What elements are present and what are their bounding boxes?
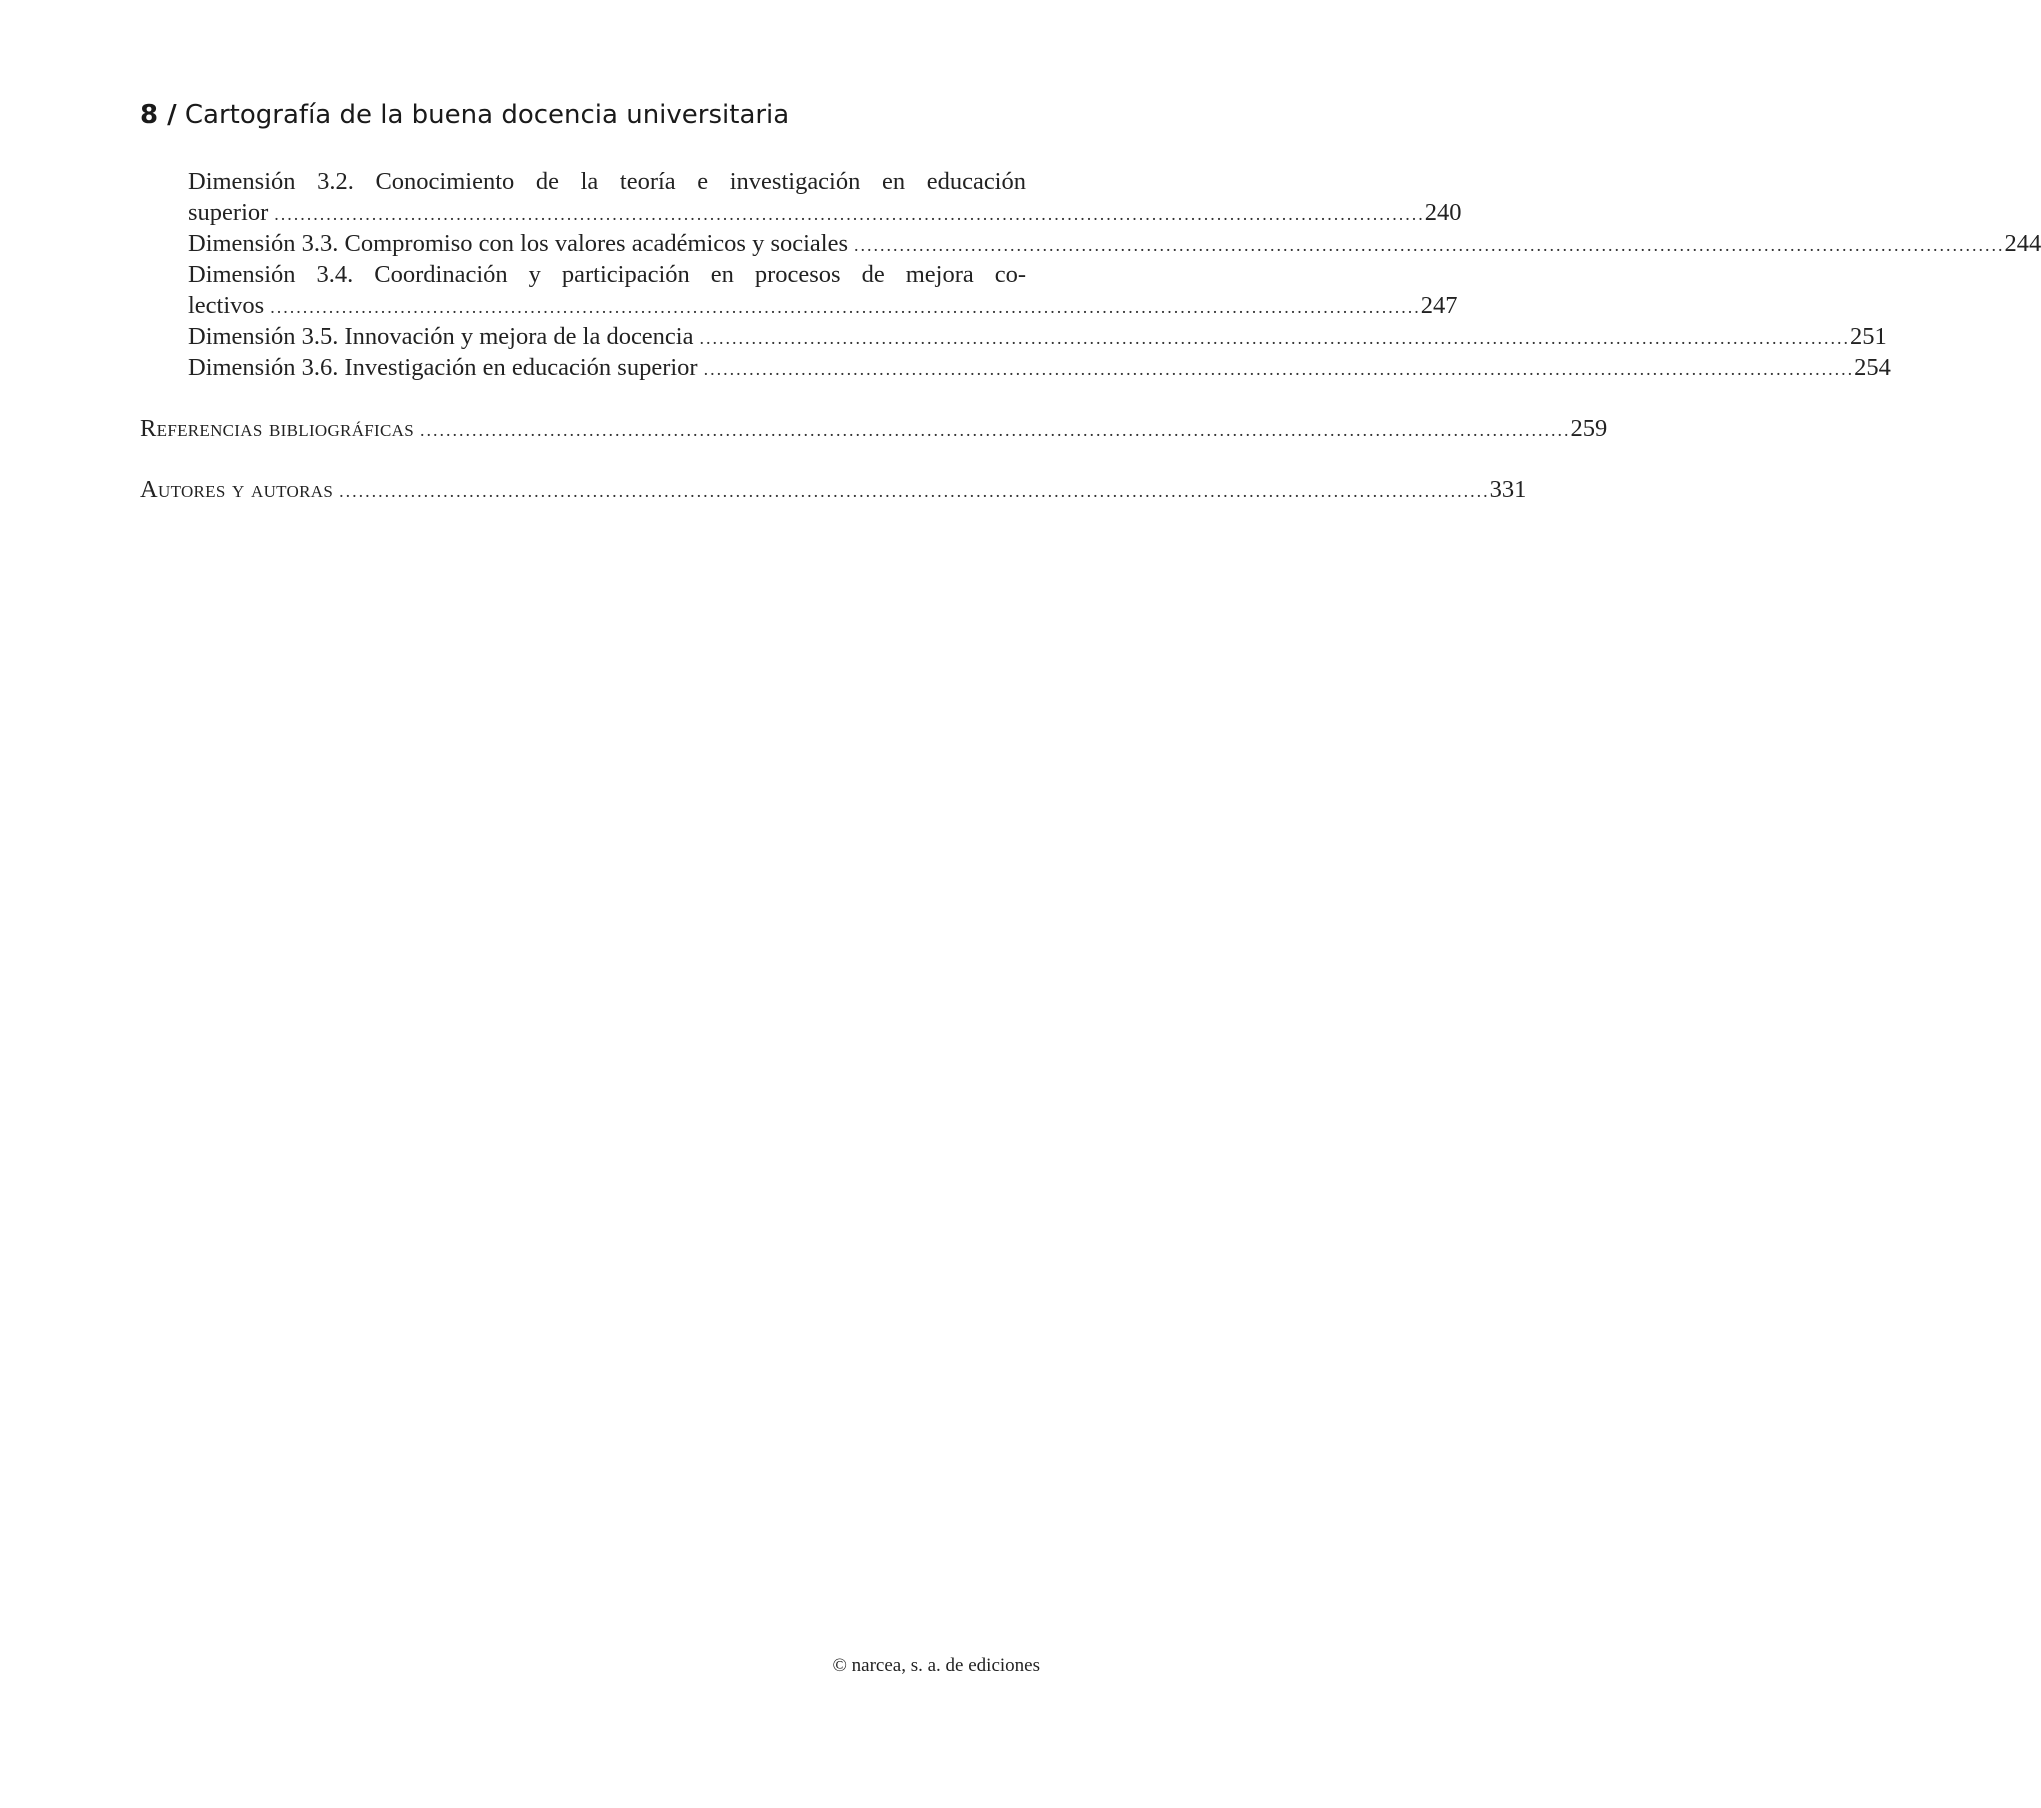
toc-entry-3-5	[188, 321, 1887, 352]
copyright-footer: © narcea, s. a. de ediciones	[832, 1655, 1040, 1676]
toc-page-number: 240	[1424, 199, 1462, 226]
toc-entry-text: Dimensión 3.5. Innovación y mejora de la docencia	[188, 323, 694, 350]
dot-leader: .................................................................................................................................................................................	[699, 328, 1850, 348]
toc-entry-text: Dimensión 3.6. Investigación en educación superior	[188, 354, 698, 381]
toc-page-number: 247	[1420, 292, 1458, 319]
toc-page-number: 259	[1570, 415, 1608, 442]
toc-entry-text: Dimensión 3.3. Compromiso con los valores académicos y sociales	[188, 230, 849, 257]
dot-leader: .................................................................................................................................................................................	[274, 204, 1425, 224]
toc-section-references	[140, 413, 1608, 444]
book-title: Cartografía de la buena docencia universitaria	[184, 100, 790, 130]
toc-entry-3-2	[188, 166, 1462, 228]
toc-entry-3-3	[188, 228, 2041, 259]
running-head	[140, 100, 789, 130]
toc-entry-3-4	[188, 259, 1458, 321]
toc-entry-text-continued: superior	[188, 199, 269, 226]
dot-leader: .................................................................................................................................................................................	[854, 235, 2005, 255]
toc-section-title: Autores y autoras	[140, 476, 334, 503]
toc-entry-text: Dimensión 3.2. Conocimiento de la teoría e investigación en educación	[188, 168, 1026, 195]
table-of-contents	[140, 166, 2041, 505]
toc-entry-text: Dimensión 3.4. Coordinación y participación en procesos de mejora co-	[188, 261, 1026, 288]
toc-page-number: 254	[1854, 354, 1891, 381]
dot-leader: .................................................................................................................................................................................	[270, 297, 1421, 317]
toc-page-number: 331	[1489, 476, 1527, 503]
dot-leader: .................................................................................................................................................................................	[703, 359, 1855, 379]
toc-section-title: Referencias bibliográficas	[140, 415, 414, 442]
dot-leader: .................................................................................................................................................................................	[339, 481, 1490, 501]
toc-entry-3-6	[188, 352, 1891, 383]
toc-page-number: 251	[1850, 323, 1887, 350]
toc-section-authors	[140, 474, 1527, 505]
toc-entry-text-continued: lectivos	[188, 292, 265, 319]
toc-page-number: 244	[2004, 230, 2041, 257]
dot-leader: .................................................................................................................................................................................	[419, 420, 1571, 440]
page-number: 8 /	[140, 100, 177, 130]
